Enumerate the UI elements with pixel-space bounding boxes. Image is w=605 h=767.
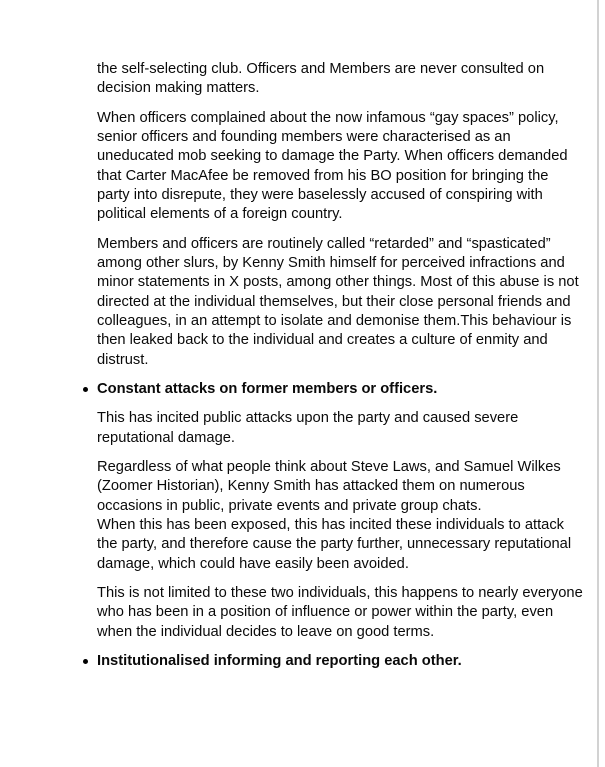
paragraph-line: among other slurs, by Kenny Smith himself for perceived infractions and [97,254,565,271]
paragraph-line: occasions in public, private events and private group chats. [97,497,482,514]
paragraph-line: damage, which could have easily been avoided. [97,555,409,572]
paragraph-line: Members and officers are routinely called “retarded” and “spasticated” [97,235,551,252]
paragraph-line: when the individual decides to leave on good terms. [97,623,435,640]
paragraph-line: colleagues, in an attempt to isolate and demonise them.This behaviour is [97,312,572,329]
bullet-marker-icon [83,659,88,664]
text-paragraph [97,60,557,99]
document-text-body [97,60,583,681]
bullet-item [97,652,557,671]
text-paragraph [97,409,557,448]
bullet-heading: Institutionalised informing and reporting each other. [97,652,462,669]
paragraph-line: senior officers and founding members were characterised as an [97,128,511,145]
paragraph-line: (Zoomer Historian), Kenny Smith has attacked them on numerous [97,478,525,495]
text-paragraph [97,584,583,642]
text-paragraph [97,235,579,370]
page-edge-line [597,0,599,767]
paragraph-line: who has been in a position of influence or power within the party, even [97,604,554,621]
paragraph-line: When this has been exposed, this has incited these individuals to attack [97,516,565,533]
paragraph-line: party into disrepute, they were baselessly accused of conspiring with [97,186,543,203]
paragraph-line: minor statements in X posts, among other things. Most of this abuse is not [97,274,579,291]
paragraph-line: This is not limited to these two individuals, this happens to nearly everyone [97,584,583,601]
paragraph-line: the self-selecting club. Officers and Members are never consulted on [97,61,545,77]
bullet-marker-icon [83,387,88,392]
paragraph-line: reputational damage. [97,429,235,446]
paragraph-line: that Carter MacAfee be removed from his BO position for bringing the [97,167,549,184]
bullet-heading: Constant attacks on former members or officers. [97,380,438,397]
bullet-item [97,380,557,399]
paragraph-line: When officers complained about the now infamous “gay spaces” policy, [97,109,559,126]
paragraph-line: distrust. [97,351,149,368]
paragraph-line: uneducated mob seeking to damage the Party. When officers demanded [97,148,568,165]
paragraph-line: decision making matters. [97,80,260,97]
paragraph-line: directed at the individual themselves, but their close personal friends and [97,293,571,310]
paragraph-line: Regardless of what people think about Steve Laws, and Samuel Wilkes [97,458,561,475]
text-paragraph [97,458,572,574]
paragraph-line: This has incited public attacks upon the party and caused severe [97,410,519,427]
paragraph-line: then leaked back to the individual and creates a culture of enmity and [97,332,548,349]
text-paragraph [97,109,568,225]
paragraph-line: the party, and therefore cause the party further, unnecessary reputational [97,536,572,553]
paragraph-line: political elements of a foreign country. [97,206,343,223]
